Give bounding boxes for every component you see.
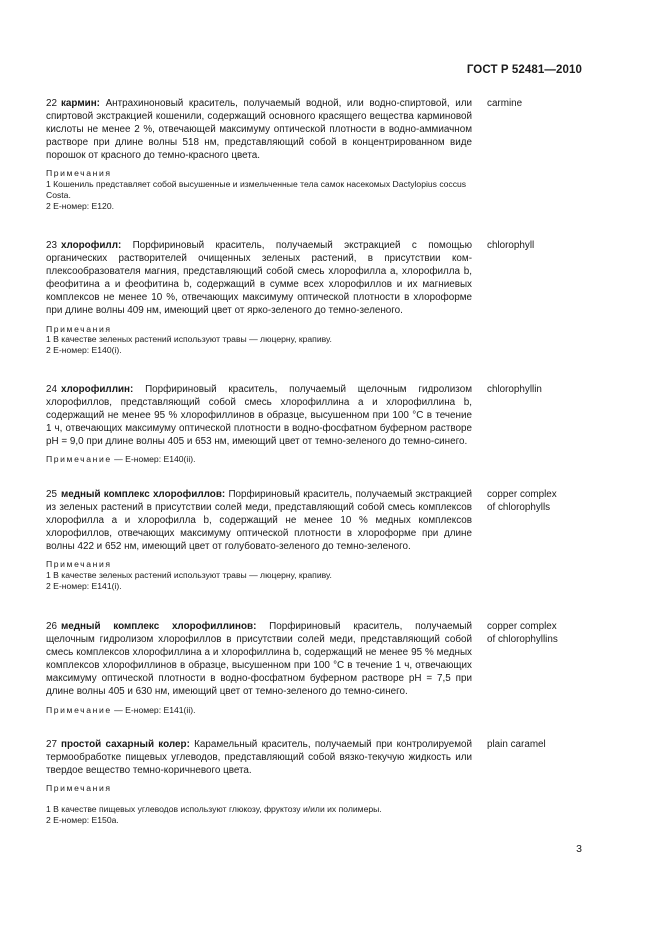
definition-text: Антрахиноновый краситель, получаемый водной, или водно-спиртовой, или спиртовой экстракцией кошенили, содержащий основного красящего вещества карминовой кислоты не менее 2 %, отвечающей максимуму оптической плотности в водно-аммиачном растворе при длине волны 518 нм, представляющий собой в концентрированном виде порошок от красного до темно-красного цвета. (46, 98, 472, 162)
note-item: 1 Кошениль представляет собой высушенные и измельченные тела самок насекомых Dactylopius coccus Costa. (46, 179, 467, 201)
term-name: медный комплекс хлорофиллов: (60, 489, 226, 500)
english-equivalent: copper complex of chlorophyllins (487, 621, 558, 646)
english-equivalent: carmine (487, 98, 523, 109)
term-name: простой сахарный колер: (60, 739, 190, 750)
term-entry-22 (46, 97, 581, 212)
term-number: 24 (46, 384, 57, 395)
definition-text: Порфириновый краситель, получаемый щелочным гидролизом хлорофиллов в присутствии солей меди, представляющий собой смесь комплексов хлорофиллина а и хлорофиллина b, содержащий не менее 95 % медных комплексов хлорофиллинов в образце, высушенном при 100 °С в течение 1 ч, отвечающих максимуму оптической плотности в водно-фосфатном буферном растворе рН = 7,5 при длине волны 405 и 630 нм, имеющий цвет от темно-зеленого до темно-синего. (46, 621, 472, 698)
term-number: 23 (46, 240, 57, 251)
term-name: кармин: (60, 98, 100, 109)
english-equivalent: chlorophyllin (487, 384, 542, 395)
term-definition (46, 488, 472, 553)
english-equivalent: chlorophyll (487, 240, 535, 251)
note-inline (46, 705, 476, 716)
standard-designation: ГОСТ Р 52481—2010 (466, 64, 582, 76)
term-entry-24 (46, 383, 581, 465)
notes-title: Примечания (46, 559, 112, 570)
note-text: — Е-номер: Е141(ii). (111, 704, 196, 715)
term-number: 26 (46, 621, 57, 632)
definition-text: Порфириновый краситель, получаемый щелочным гидролизом хлорофиллов, представляющий собой смесь хлорофиллина а и хлорофиллина b, содержащий не менее 95 % хлорофиллинов в образце, высушенном при 100 °С в течение 1 ч, отвечающих максимуму оптической плотности в водно-фосфатном буферном растворе рН = 9,0 при длине волны 405 и 653 нм, имеющий цвет от темно-зеленого до темно-синего. (46, 384, 472, 448)
note-item: 2 Е-номер: Е140(i). (46, 345, 122, 356)
term-entry-27 (46, 738, 581, 826)
notes-block (46, 324, 476, 357)
note-item: 1 В качестве зеленых растений используют травы — люцерну, крапиву. (46, 570, 332, 581)
term-name: хлорофилл: (60, 240, 122, 251)
notes-title: Примечания (46, 783, 112, 794)
notes-title: Примечания (46, 168, 112, 179)
notes-block (46, 559, 476, 592)
english-equivalent: copper complex of chlorophylls (487, 489, 557, 514)
term-number: 27 (46, 739, 57, 750)
note-item: 2 Е-номер: Е120. (46, 201, 114, 212)
note-item: 1 В качестве пищевых углеводов используют глюкозу, фруктозу и/или их полимеры. (46, 804, 382, 815)
note-inline (46, 454, 476, 465)
note-item: 2 Е-номер: Е150а. (46, 815, 119, 826)
definition-text: Порфириновый краситель, получаемый экстракцией с помощью органических растворителей очищенных зеленых растений, в присутствии комплексообразователя магния, представляющий собой смесь хлорофилла а, хлорофилла b, феофитина а и феофитина b, содержащий в сумме всех хлорофиллов и их магниевых комплексов не менее 10 %, отвечающих максимуму оптической плотности в хлороформе при длине волны 409 нм, имеющий цвет от ярко-зеленого до темно-зеленого. (46, 240, 472, 317)
note-item: 1 В качестве зеленых растений используют травы — люцерну, крапиву. (46, 334, 332, 345)
term-definition (46, 738, 472, 777)
note-label: Примечание (46, 454, 112, 465)
note-item: 2 Е-номер: Е141(i). (46, 581, 122, 592)
term-number: 22 (46, 98, 57, 109)
notes-block (46, 168, 476, 212)
definition-text: Порфириновый краситель, получаемый экстракцией из зеленых растений в присутствии солей меди, представляющий собой смесь комплексов хлорофилла а и хлорофилла b, содержащий не менее 10 % медных комплексов хлорофиллов, отвечающих максимуму оптической плотности в хлороформе при длине волны 422 и 652 нм, имеющий цвет от голубовато-зеленого до темно-зеленого. (46, 489, 472, 553)
note-text: — Е-номер: Е140(ii). (111, 454, 196, 465)
notes-block (46, 783, 476, 826)
term-definition (46, 383, 472, 448)
term-definition (46, 620, 472, 699)
term-name: медный комплекс хлорофиллинов: (60, 621, 257, 632)
term-entry-26 (46, 620, 581, 715)
term-definition (46, 239, 472, 318)
notes-title: Примечания (46, 323, 112, 334)
note-label: Примечание (46, 704, 112, 715)
term-number: 25 (46, 489, 57, 500)
definition-text: Карамельный краситель, получаемый при контролируемой термообработке пищевых углеводов, представляющий собой вязко-текучую жидкость или твердое вещество темно-коричневого цвета. (46, 739, 473, 777)
english-equivalent: plain caramel (487, 739, 546, 750)
term-name: хлорофиллин: (60, 384, 134, 395)
term-definition (46, 97, 472, 162)
term-entry-25 (46, 488, 581, 592)
term-entry-23 (46, 239, 581, 356)
page-number: 3 (576, 843, 582, 855)
